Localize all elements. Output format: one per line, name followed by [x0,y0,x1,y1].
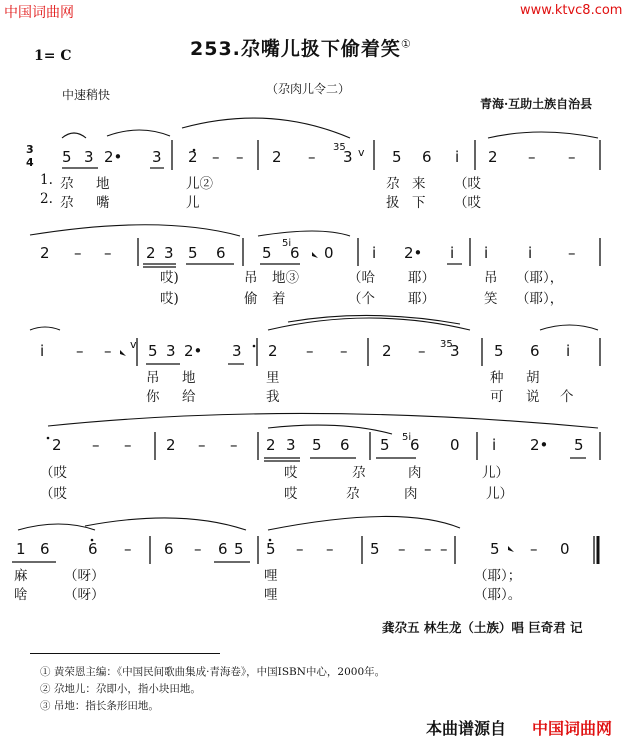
note: 6 [164,540,174,558]
note: – [528,148,536,166]
svg-text:v: v [130,338,137,351]
note: – [76,342,84,360]
note: 5 [188,244,198,262]
note: 2 [146,244,156,262]
lyric: 尕 [60,195,74,211]
tempo-marking: 中速稍快 [62,88,111,102]
svg-text:v: v [358,146,365,159]
lyric: （哈 [348,270,375,286]
note: 5 [380,436,390,454]
note: i [40,342,45,360]
note: 3 [343,148,353,166]
note: – [398,540,406,558]
source-site: 中国词曲网 [532,719,613,738]
lyric: 笑 [484,291,498,307]
lyric: （呀） [64,568,105,584]
lyric: 偷 [244,291,258,307]
note: – [124,436,132,454]
tune-subtitle: （尕肉儿令二） [266,82,351,96]
verse-number: 2. [40,191,53,207]
note: 3 [152,148,162,166]
lyric: （哎 [40,486,67,502]
note: – [568,244,576,262]
note: 2 [40,244,50,262]
grace-note-5i-b: 5i [402,432,412,443]
lyric: （呀） [64,587,105,603]
note: 5 [490,540,500,558]
note: 5 [148,342,158,360]
lyric: 吊 [244,270,258,286]
lyric: 尕 [386,176,400,192]
lyric: 尕 [60,176,74,192]
note: 0 [560,540,570,558]
lyric: 尕 [346,486,360,502]
lyric: 地③ [272,270,299,286]
note: – [306,342,314,360]
lyric: 肉 [404,486,418,502]
note: 5 [494,342,504,360]
note: – [568,148,576,166]
note: 3 [232,342,242,360]
footnote-2: ② 尕地儿：尕即小，指小块田地。 [40,683,201,695]
lyric: 儿） [486,486,513,502]
lyric: 肉 [408,465,422,481]
lyric: 吊 [146,370,160,386]
title-footnote-mark: ① [400,37,412,51]
note: – [424,540,432,558]
lyric: （哎 [454,195,481,211]
note: 2 [272,148,282,166]
note: i [528,244,533,262]
lyric: 儿） [482,465,509,481]
note: – [104,342,112,360]
note: 5 [370,540,380,558]
note: 3 [164,244,174,262]
note: i [450,244,455,262]
lyric: 我 [266,389,280,405]
note: 2 [166,436,176,454]
lyric: （哎 [454,176,481,192]
note: 2• [104,148,123,166]
lyric: 嘴 [96,195,110,211]
note: 3 [286,436,296,454]
note: – [124,540,132,558]
note: – [92,436,100,454]
note: 0 [324,244,334,262]
note: – [340,342,348,360]
lyric: 哎) [160,270,179,286]
verse-number: 1. [40,172,53,188]
note: – [308,148,316,166]
note: 6 [88,540,98,558]
watermark-site-url: www.ktvc8.com [520,3,623,18]
note: – [74,244,82,262]
lyric: 耶） [408,291,435,307]
note: 1 [16,540,26,558]
lyric: 儿 [186,195,200,211]
lyric: （耶）； [474,568,522,584]
note: 5 [234,540,244,558]
note: i [372,244,377,262]
performer-credits: 龚尕五 林生龙（土族）唱 巨奇君 记 [382,620,583,635]
note: 6 [40,540,50,558]
time-signature-top: 3 [26,143,34,156]
lyric: （耶）。 [474,587,522,603]
lyric: （个 [348,291,375,307]
lyric: 地 [182,370,196,386]
note: 6 [422,148,432,166]
lyric: 哎 [284,486,298,502]
song-title: 253.尕嘴儿扱下偷着笑① [190,37,412,60]
lyric: 你 [146,389,160,405]
note: 5 [62,148,72,166]
source-label: 本曲谱源自 [426,719,507,738]
note: – [296,540,304,558]
note: 2 [266,436,276,454]
note: – [326,540,334,558]
note: 2 [188,148,198,166]
lyric: 给 [182,389,196,405]
lyric: 吊 [484,270,498,286]
lyric: 地 [96,176,110,192]
note: 3 [166,342,176,360]
note: 6 [216,244,226,262]
lyric: （耶）， [516,270,564,286]
note: – [236,148,244,166]
note: 2 [52,436,62,454]
lyric: 儿② [186,176,213,192]
note: 2• [404,244,423,262]
note: 6 [340,436,350,454]
lyric: 尕 [352,465,366,481]
footnote-1: ① 黄荣恩主编：《中国民间歌曲集成·青海卷》，中国ISBN中心，2000年。 [40,666,386,678]
region-label: 青海·互助土族自治县 [480,97,593,111]
note: 5 [266,540,276,558]
lyric: 可 [490,389,504,405]
lyric: （哎 [40,465,67,481]
note: 0 [450,436,460,454]
note: 6 [410,436,420,454]
note: 2• [184,342,203,360]
note: 6 [290,244,300,262]
lyric: 个 [560,389,574,405]
lyric: （耶）， [516,291,564,307]
grace-note-5i: 5i [282,238,292,249]
grace-note-35: 35 [333,142,346,153]
note: 2 [488,148,498,166]
lyric: 胡 [526,370,540,386]
note: 5 [262,244,272,262]
note: 2 [382,342,392,360]
lyric: 哩 [264,587,278,603]
note: 2• [530,436,549,454]
lyric: 麻 [14,568,28,584]
note: 3 [450,342,460,360]
lyric: 着 [272,291,286,307]
lyric: 里 [266,370,280,386]
lyric: 哎) [160,291,179,307]
note: – [198,436,206,454]
note: i [492,436,497,454]
note: 5 [312,436,322,454]
footnote-3: ③ 吊地：指长条形田地。 [40,700,159,712]
note: – [212,148,220,166]
lyric: 哎 [284,465,298,481]
note: i [455,148,460,166]
note: – [440,540,448,558]
lyric: 下 [412,195,426,211]
note: 5 [574,436,584,454]
lyric: 哩 [264,568,278,584]
grace-note-35-b: 35 [440,339,453,350]
watermark-site-name: 中国词曲网 [4,5,74,21]
key-signature: 1= C [34,48,72,64]
lyric: 耶） [408,270,435,286]
note: 6 [530,342,540,360]
lyric: 来 [412,176,426,192]
note: – [104,244,112,262]
note: 6 [218,540,228,558]
note: – [194,540,202,558]
lyric: 啥 [14,587,28,603]
note: – [230,436,238,454]
note: – [530,540,538,558]
lyric: 扱 [386,195,400,211]
note: i [484,244,489,262]
note: 2 [268,342,278,360]
note: 5 [392,148,402,166]
lyric: 种 [490,370,504,386]
footnote-divider [30,653,220,654]
note: – [418,342,426,360]
lyric: 说 [526,389,540,405]
time-signature-bottom: 4 [26,156,34,169]
note: i [566,342,571,360]
note: 3 [84,148,94,166]
